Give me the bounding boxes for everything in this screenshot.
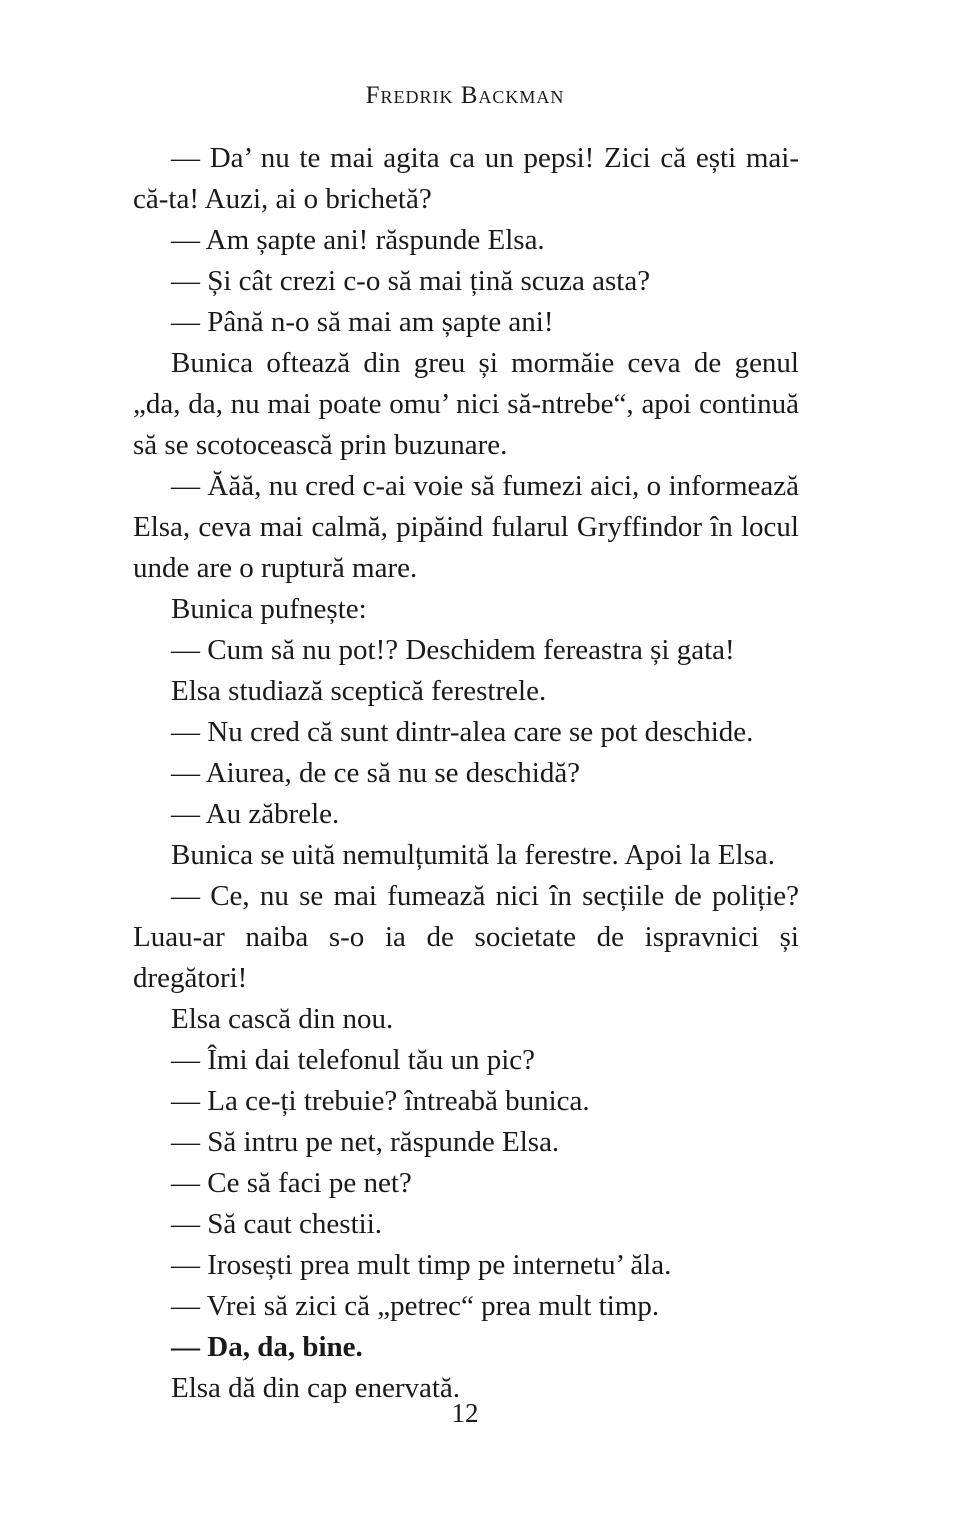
paragraph: — Ăăă, nu cred c-ai voie să fumezi aici, o informează Elsa, ceva mai calmă, pipăind fularul Gryffindor în locul unde are o ruptură mare. — [133, 470, 799, 584]
paragraph: — Vrei să zici că „petrec“ prea mult timp. — [171, 1290, 660, 1322]
paragraph: — Și cât crezi c-o să mai țină scuza asta? — [171, 265, 651, 297]
paragraph: — Ce să faci pe net? — [171, 1167, 412, 1199]
paragraph: — Să intru pe net, răspunde Elsa. — [171, 1126, 560, 1158]
paragraph: Bunica oftează din greu și mormăie ceva de genul „da, da, nu mai poate omu’ nici să-ntrebe“, apoi continuă să se scotocească prin buzunare. — [133, 347, 799, 461]
paragraph: — Până n-o să mai am șapte ani! — [171, 306, 554, 338]
paragraph: — Da’ nu te mai agita ca un pepsi! Zici că ești mai-că-ta! Auzi, ai o brichetă? — [133, 142, 799, 215]
paragraph: — Nu cred că sunt dintr-alea care se pot deschide. — [171, 716, 754, 748]
paragraph: — Ce, nu se mai fumează nici în secțiile de poliție? Luau-ar naiba s-o ia de societate de ispravnici și dregători! — [133, 880, 799, 994]
running-head-author: Fredrik Backman — [365, 82, 565, 109]
paragraph: — Am șapte ani! răspunde Elsa. — [171, 224, 545, 256]
paragraph: — La ce-ți trebuie? întreabă bunica. — [171, 1085, 590, 1117]
paragraph: Elsa studiază sceptică ferestrele. — [171, 675, 547, 707]
paragraph: — Da, da, bine. — [171, 1331, 363, 1363]
page-number: 12 — [451, 1398, 479, 1428]
paragraph: Elsa cască din nou. — [171, 1003, 394, 1035]
body-text — [133, 138, 799, 1409]
paragraph: — Au zăbrele. — [171, 798, 340, 830]
paragraph: — Cum să nu pot!? Deschidem fereastra și gata! — [171, 634, 735, 666]
paragraph: Bunica pufnește: — [171, 593, 367, 625]
paragraph: Elsa dă din cap enervată. — [171, 1372, 461, 1404]
paragraph: — Aiurea, de ce să nu se deschidă? — [171, 757, 581, 789]
paragraph: — Irosești prea mult timp pe internetu’ ăla. — [171, 1249, 672, 1281]
paragraph: Bunica se uită nemulțumită la ferestre. Apoi la Elsa. — [171, 839, 775, 871]
paragraph: — Îmi dai telefonul tău un pic? — [171, 1044, 536, 1076]
paragraph: — Să caut chestii. — [171, 1208, 383, 1240]
